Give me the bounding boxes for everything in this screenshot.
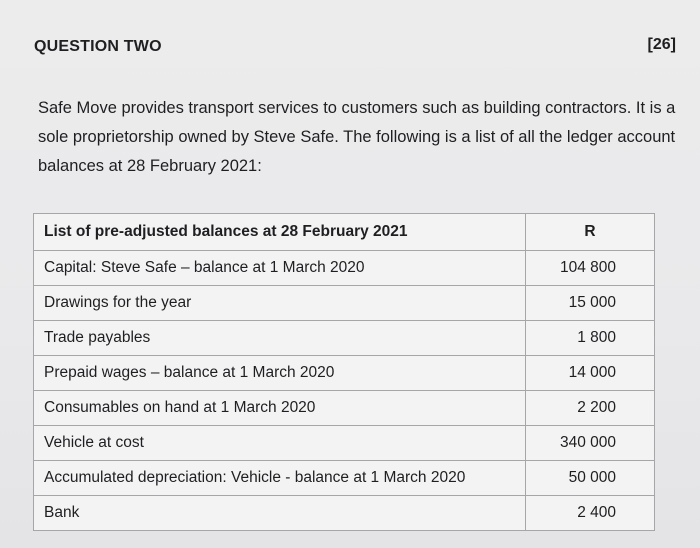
row-label: Vehicle at cost [34, 426, 526, 461]
row-label: Consumables on hand at 1 March 2020 [34, 391, 526, 426]
row-amount: 14 000 [526, 356, 655, 391]
question-intro: Safe Move provides transport services to customers such as building contractors. It is a sole proprietorship owned by Steve Safe. The following is a list of all the ledger account balances at 28 February 2021: [38, 99, 676, 175]
table-header-row [34, 214, 655, 251]
row-amount: 2 400 [526, 496, 655, 531]
row-amount: 50 000 [526, 461, 655, 496]
table-row [34, 461, 655, 496]
table-row [34, 251, 655, 286]
table-row [34, 321, 655, 356]
table-header-label: List of pre-adjusted balances at 28 February 2021 [34, 214, 526, 251]
table-row [34, 391, 655, 426]
row-label: Accumulated depreciation: Vehicle - balance at 1 March 2020 [34, 461, 526, 496]
question-heading: QUESTION TWO [34, 38, 162, 55]
row-amount: 1 800 [526, 321, 655, 356]
row-label: Drawings for the year [34, 286, 526, 321]
question-marks: [26] [647, 36, 676, 53]
row-label: Capital: Steve Safe – balance at 1 March 2020 [34, 251, 526, 286]
balances-table [33, 213, 655, 531]
row-amount: 340 000 [526, 426, 655, 461]
row-amount: 104 800 [526, 251, 655, 286]
row-label: Prepaid wages – balance at 1 March 2020 [34, 356, 526, 391]
table-header-amount: R [526, 214, 655, 251]
row-label: Trade payables [34, 321, 526, 356]
table-row [34, 286, 655, 321]
row-label: Bank [34, 496, 526, 531]
table-row [34, 426, 655, 461]
table-row [34, 356, 655, 391]
row-amount: 2 200 [526, 391, 655, 426]
table-row [34, 496, 655, 531]
row-amount: 15 000 [526, 286, 655, 321]
